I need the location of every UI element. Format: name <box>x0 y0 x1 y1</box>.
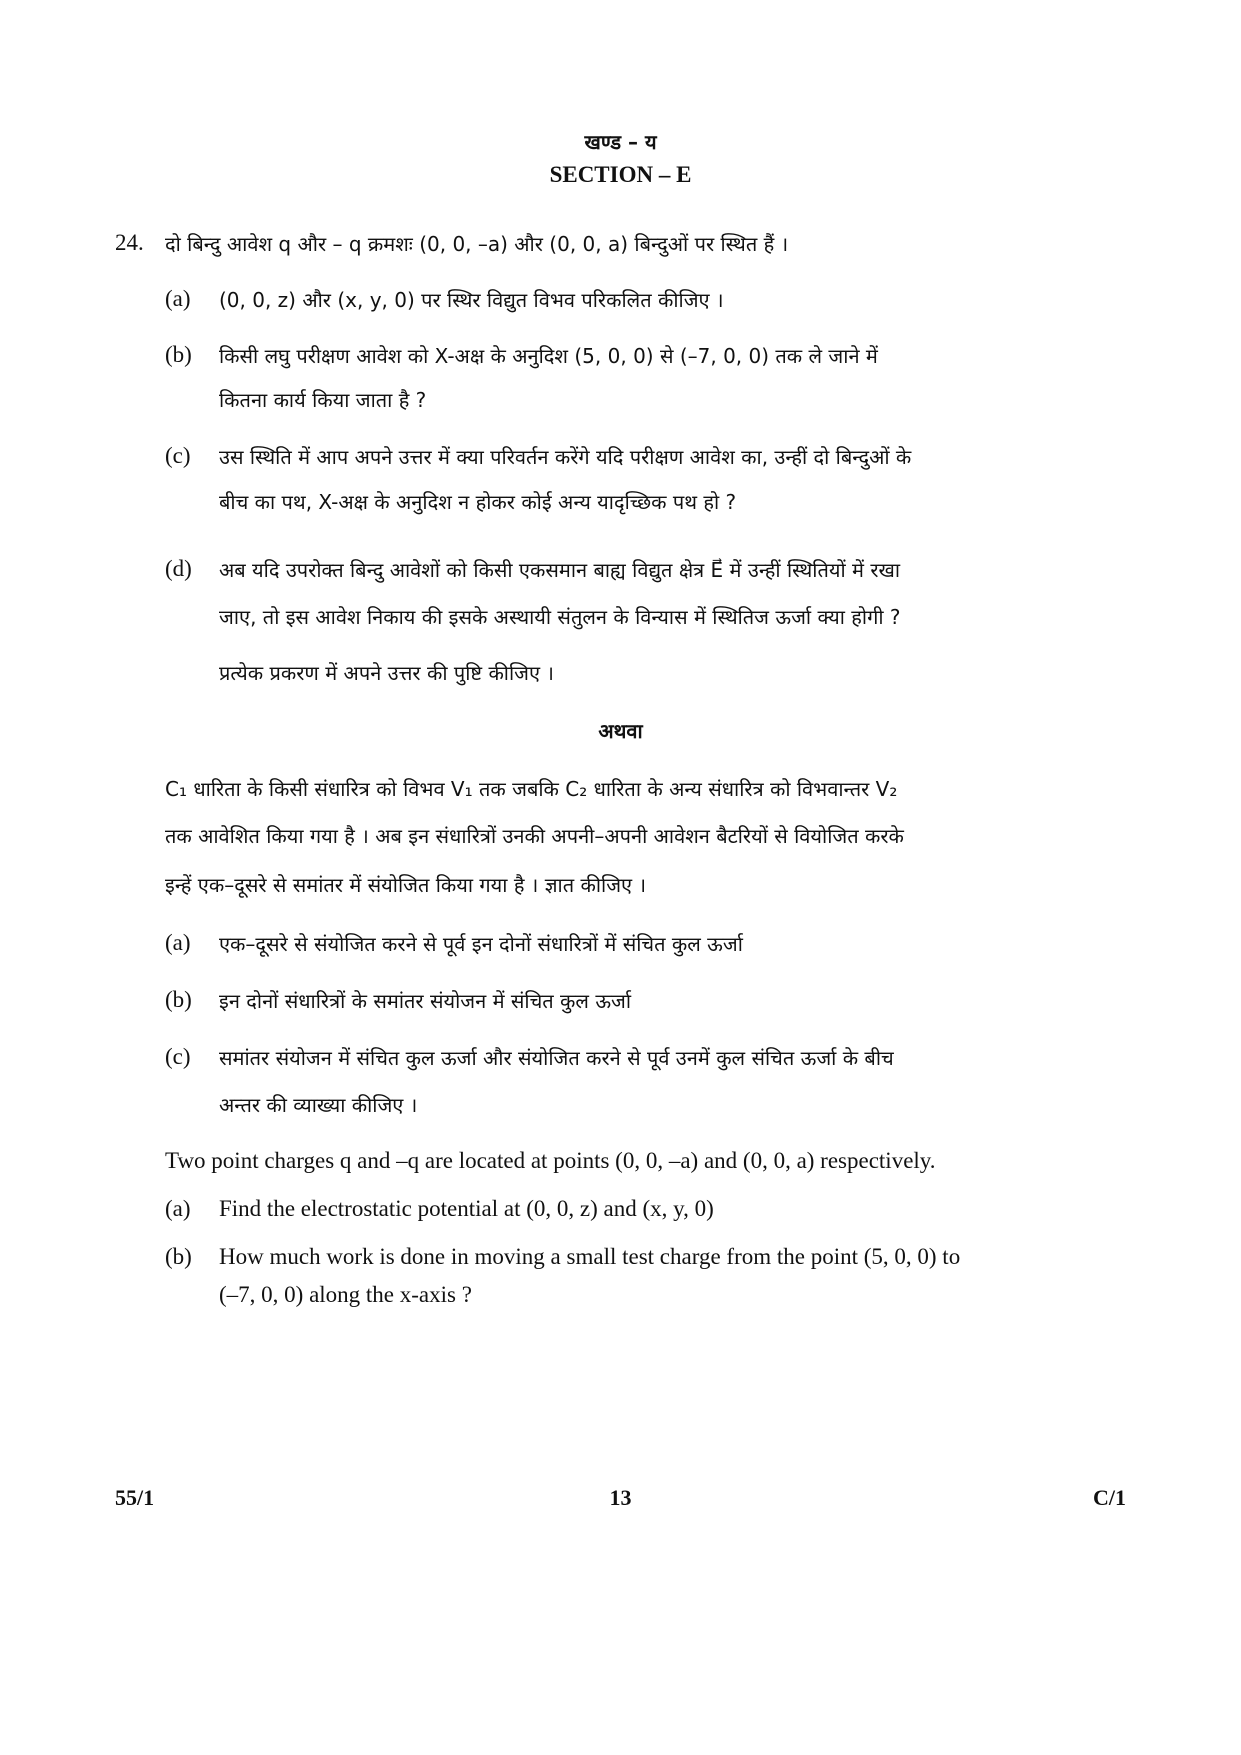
part-text: How much work is done in moving a small test charge from the point (5, 0, 0) to <box>219 1244 961 1269</box>
part-label: (c) <box>165 443 191 468</box>
part-text: (–7, 0, 0) along the x-axis ? <box>219 1282 472 1307</box>
part-label: (b) <box>165 987 192 1012</box>
part-text: एक–दूसरे से संयोजित करने से पूर्व इन दोनों संधारित्रों में संचित कुल ऊर्जा <box>219 932 743 956</box>
part-text: बीच का पथ, X-अक्ष के अनुदिश न होकर कोई अन्य यादृच्छिक पथ हो ? <box>219 490 737 514</box>
section-heading-hindi: खण्ड – य <box>584 130 657 154</box>
part-text: अब यदि उपरोक्त बिन्दु आवेशों को किसी एकसमान बाह्य विद्युत क्षेत्र E⃗ में उन्हीं स्थितियों में रखा <box>219 558 901 582</box>
part-text: जाए, तो इस आवेश निकाय की इसके अस्थायी संतुलन के विन्यास में स्थितिज ऊर्जा क्या होगी ? <box>219 605 901 629</box>
footer-set-code: C/1 <box>1093 1485 1126 1510</box>
part-text: Find the electrostatic potential at (0, 0, z) and (x, y, 0) <box>219 1196 714 1221</box>
footer-page-number: 13 <box>609 1485 632 1510</box>
part-label: (c) <box>165 1044 191 1069</box>
part-text: कितना कार्य किया जाता है ? <box>219 388 427 412</box>
or-stem-line: इन्हें एक–दूसरे से समांतर में संयोजित किया गया है । ज्ञात कीजिए । <box>165 873 647 897</box>
part-text: प्रत्येक प्रकरण में अपने उत्तर की पुष्टि कीजिए । <box>219 661 554 685</box>
part-label: (a) <box>165 286 191 311</box>
part-text: उस स्थिति में आप अपने उत्तर में क्या परिवर्तन करेंगे यदि परीक्षण आवेश का, उन्हीं दो बिन्दुओं के <box>219 445 912 469</box>
part-label: (d) <box>165 556 192 581</box>
section-heading-english: SECTION – E <box>549 162 692 187</box>
or-stem-line: C₁ धारिता के किसी संधारित्र को विभव V₁ तक जबकि C₂ धारिता के अन्य संधारित्र को विभवान्तर V₂ <box>165 777 898 801</box>
footer-paper-code: 55/1 <box>115 1485 155 1510</box>
question-stem-english: Two point charges q and –q are located at points (0, 0, –a) and (0, 0, a) respectively. <box>165 1148 936 1173</box>
part-label: (a) <box>165 1196 191 1221</box>
part-text: इन दोनों संधारित्रों के समांतर संयोजन में संचित कुल ऊर्जा <box>219 989 632 1013</box>
question-stem-hindi: दो बिन्दु आवेश q और – q क्रमशः (0, 0, –a) और (0, 0, a) बिन्दुओं पर स्थित हैं । <box>165 232 789 256</box>
part-text: अन्तर की व्याख्या कीजिए । <box>219 1093 418 1117</box>
part-text: किसी लघु परीक्षण आवेश को X-अक्ष के अनुदिश (5, 0, 0) से (–7, 0, 0) तक ले जाने में <box>219 344 878 368</box>
part-label: (b) <box>165 1244 192 1269</box>
or-stem-line: तक आवेशित किया गया है । अब इन संधारित्रों उनकी अपनी–अपनी आवेशन बैटरियों से वियोजित करके <box>165 824 904 848</box>
part-label: (a) <box>165 930 191 955</box>
part-text: समांतर संयोजन में संचित कुल ऊर्जा और संयोजित करने से पूर्व उनमें कुल संचित ऊर्जा के बीच <box>219 1046 894 1070</box>
or-heading: अथवा <box>598 719 643 743</box>
part-label: (b) <box>165 342 192 367</box>
question-number: 24. <box>115 230 144 255</box>
part-text: (0, 0, z) और (x, y, 0) पर स्थिर विद्युत विभव परिकलित कीजिए । <box>219 288 724 312</box>
